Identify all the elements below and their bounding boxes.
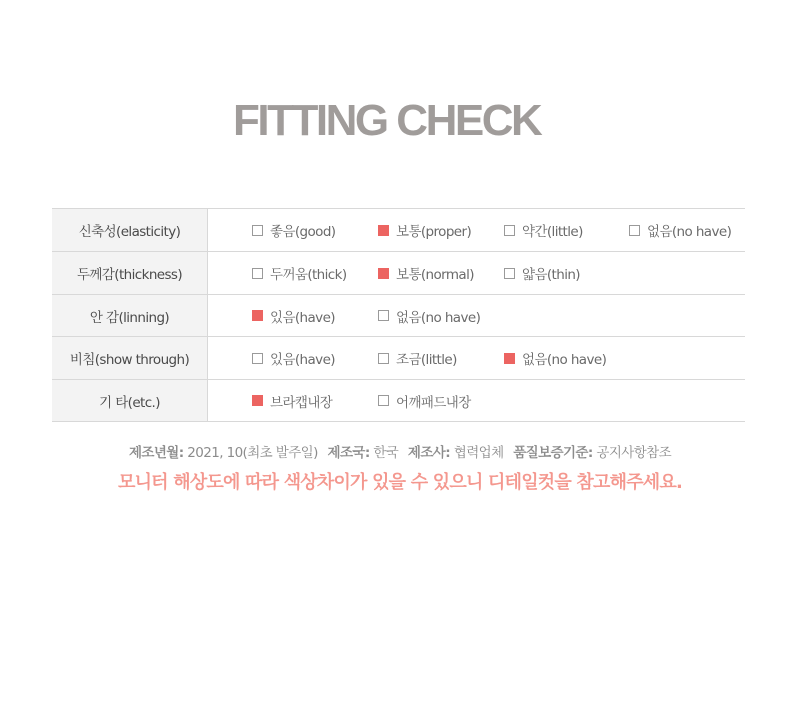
option bbox=[504, 252, 580, 294]
manufacture-date-value: 2021, 10(최초 발주일) bbox=[187, 445, 318, 461]
row-label-etc: 기 타(etc.) bbox=[52, 380, 208, 421]
option-label: 있음(have) bbox=[270, 309, 335, 326]
option-label: 없음(no have) bbox=[396, 309, 481, 326]
option-label: 좋음(good) bbox=[270, 224, 336, 240]
option-label: 보통(proper) bbox=[396, 224, 472, 240]
option-label: 있음(have) bbox=[270, 352, 335, 368]
option-label: 어깨패드내장 bbox=[396, 394, 471, 411]
row-label-elasticity: 신축성(elasticity) bbox=[52, 209, 208, 251]
option bbox=[252, 380, 332, 421]
table-row bbox=[52, 252, 745, 295]
manufacture-date-label: 제조년월: bbox=[128, 445, 184, 461]
checked-box-icon bbox=[378, 225, 389, 236]
checkbox-icon bbox=[629, 225, 640, 236]
option bbox=[378, 295, 480, 336]
table-row bbox=[52, 209, 745, 252]
checked-box-icon bbox=[252, 310, 263, 321]
option bbox=[378, 380, 471, 421]
option bbox=[252, 295, 335, 336]
option-label: 조금(little) bbox=[396, 352, 457, 368]
warranty-label: 품질보증기준: bbox=[513, 445, 593, 461]
row-options bbox=[208, 209, 745, 251]
color-notice: 모니터 해상도에 따라 색상차이가 있을 수 있으니 디테일컷을 참고해주세요. bbox=[118, 472, 682, 493]
row-options bbox=[208, 337, 745, 379]
option bbox=[378, 209, 471, 251]
checked-box-icon bbox=[378, 268, 389, 279]
checkbox-icon bbox=[252, 225, 263, 236]
option bbox=[378, 252, 474, 294]
row-options bbox=[208, 380, 745, 421]
option-label: 약간(little) bbox=[522, 224, 583, 240]
table-row bbox=[52, 337, 745, 380]
option bbox=[504, 337, 606, 379]
checkbox-icon bbox=[378, 353, 389, 364]
manufacturer-value: 협력업체 bbox=[453, 445, 504, 461]
row-options bbox=[208, 295, 745, 336]
checked-box-icon bbox=[504, 353, 515, 364]
table-row bbox=[52, 295, 745, 337]
option bbox=[252, 252, 347, 294]
option-label: 얇음(thin) bbox=[522, 267, 580, 283]
row-label-thickness: 두께감(thickness) bbox=[52, 252, 208, 294]
checkbox-icon bbox=[504, 225, 515, 236]
product-info-line bbox=[0, 441, 800, 461]
row-label-lining: 안 감(linning) bbox=[52, 295, 208, 336]
country-value: 한국 bbox=[373, 445, 399, 461]
checkbox-icon bbox=[378, 395, 389, 406]
option-label: 두꺼움(thick) bbox=[270, 267, 347, 283]
checkbox-icon bbox=[504, 268, 515, 279]
option bbox=[504, 209, 583, 251]
checkbox-icon bbox=[378, 310, 389, 321]
option bbox=[252, 209, 335, 251]
option bbox=[252, 337, 335, 379]
checked-box-icon bbox=[252, 395, 263, 406]
option-label: 브라캡내장 bbox=[270, 394, 333, 411]
checkbox-icon bbox=[252, 353, 263, 364]
option-label: 없음(no have) bbox=[522, 352, 607, 368]
option bbox=[629, 209, 731, 251]
checkbox-icon bbox=[252, 268, 263, 279]
fitting-check-table bbox=[52, 208, 745, 422]
row-options bbox=[208, 252, 745, 294]
option-label: 보통(normal) bbox=[396, 267, 474, 283]
option bbox=[378, 337, 457, 379]
warranty-value: 공지사항참조 bbox=[596, 445, 672, 461]
page-title: FITTING CHECK bbox=[233, 96, 541, 145]
table-row bbox=[52, 380, 745, 422]
row-label-show-through: 비침(show through) bbox=[52, 337, 208, 379]
option-label: 없음(no have) bbox=[647, 224, 732, 240]
manufacturer-label: 제조사: bbox=[407, 445, 451, 461]
country-label: 제조국: bbox=[327, 445, 370, 461]
